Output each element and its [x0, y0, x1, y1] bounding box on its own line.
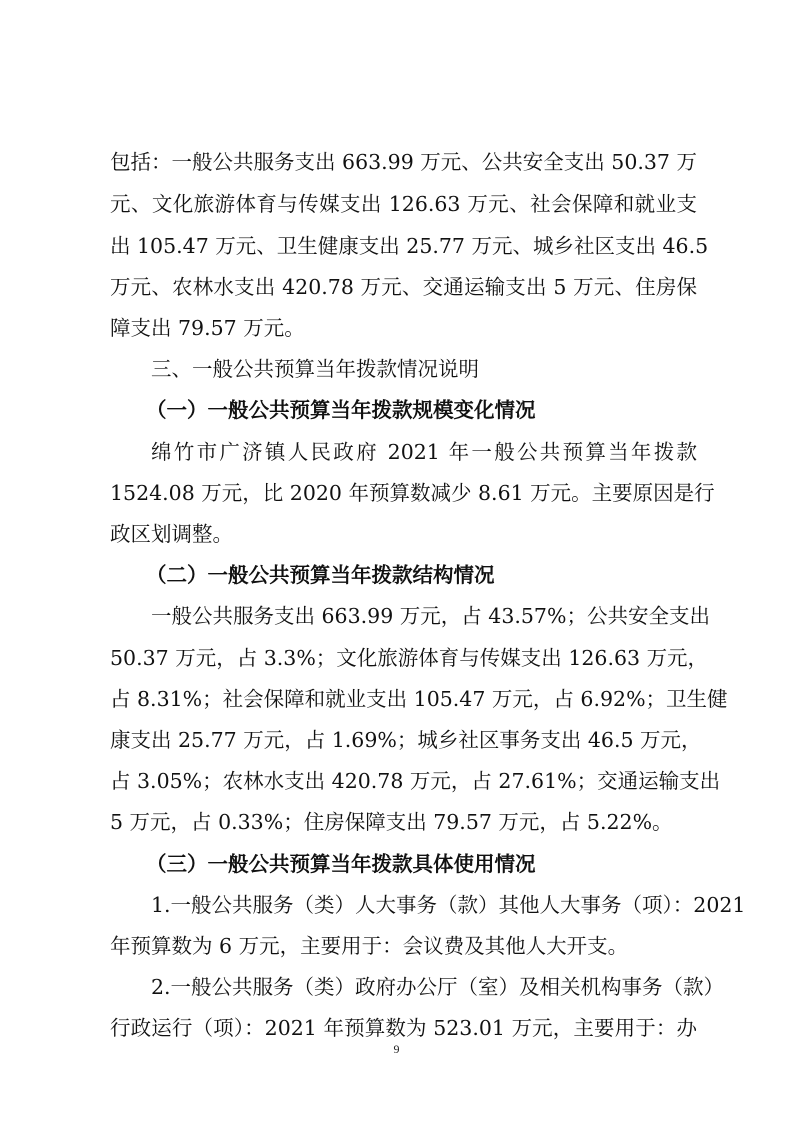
page-number: 9 [393, 1042, 400, 1056]
section-heading: 三、一般公共预算当年拨款情况说明 [151, 357, 479, 381]
body-line: 出 105.47 万元、卫生健康支出 25.77 万元、城乡社区支出 46.5 [110, 234, 709, 258]
subsection-heading: （三）一般公共预算当年拨款具体使用情况 [146, 852, 536, 876]
body-line: 包括：一般公共服务支出 663.99 万元、公共安全支出 50.37 万 [110, 150, 697, 174]
body-line: 政区划调整。 [110, 522, 233, 546]
body-line: 1524.08 万元，比 2020 年预算数减少 8.61 万元。主要原因是行 [110, 481, 715, 505]
body-line: 康支出 25.77 万元，占 1.69%；城乡社区事务支出 46.5 万元， [110, 728, 702, 752]
body-line: 绵竹市广济镇人民政府 2021 年一般公共预算当年拨款 [151, 440, 697, 464]
body-line: 一般公共服务支出 663.99 万元，占 43.57%；公共安全支出 [151, 604, 710, 628]
body-line: 占 3.05%；农林水支出 420.78 万元，占 27.61%；交通运输支出 [110, 769, 721, 793]
body-line: 50.37 万元，占 3.3%；文化旅游体育与传媒支出 126.63 万元， [110, 646, 709, 670]
body-line: 障支出 79.57 万元。 [110, 316, 305, 340]
body-line: 1.一般公共服务（类）人大事务（款）其他人大事务（项）：2021 [151, 893, 746, 917]
body-line: 2.一般公共服务（类）政府办公厅（室）及相关机构事务（款） [151, 975, 725, 999]
body-line: 元、文化旅游体育与传媒支出 126.63 万元、社会保障和就业支 [110, 192, 697, 216]
body-line: 行政运行（项）：2021 年预算数为 523.01 万元，主要用于：办 [110, 1016, 697, 1040]
subsection-heading: （二）一般公共预算当年拨款结构情况 [146, 563, 495, 587]
body-line: 万元、农林水支出 420.78 万元、交通运输支出 5 万元、住房保 [110, 275, 697, 299]
body-line: 占 8.31%；社会保障和就业支出 105.47 万元，占 6.92%；卫生健 [110, 687, 728, 711]
body-line: 5 万元，占 0.33%；住房保障支出 79.57 万元，占 5.22%。 [110, 810, 673, 834]
body-line: 年预算数为 6 万元，主要用于：会议费及其他人大开支。 [110, 934, 629, 958]
subsection-heading: （一）一般公共预算当年拨款规模变化情况 [146, 398, 536, 422]
